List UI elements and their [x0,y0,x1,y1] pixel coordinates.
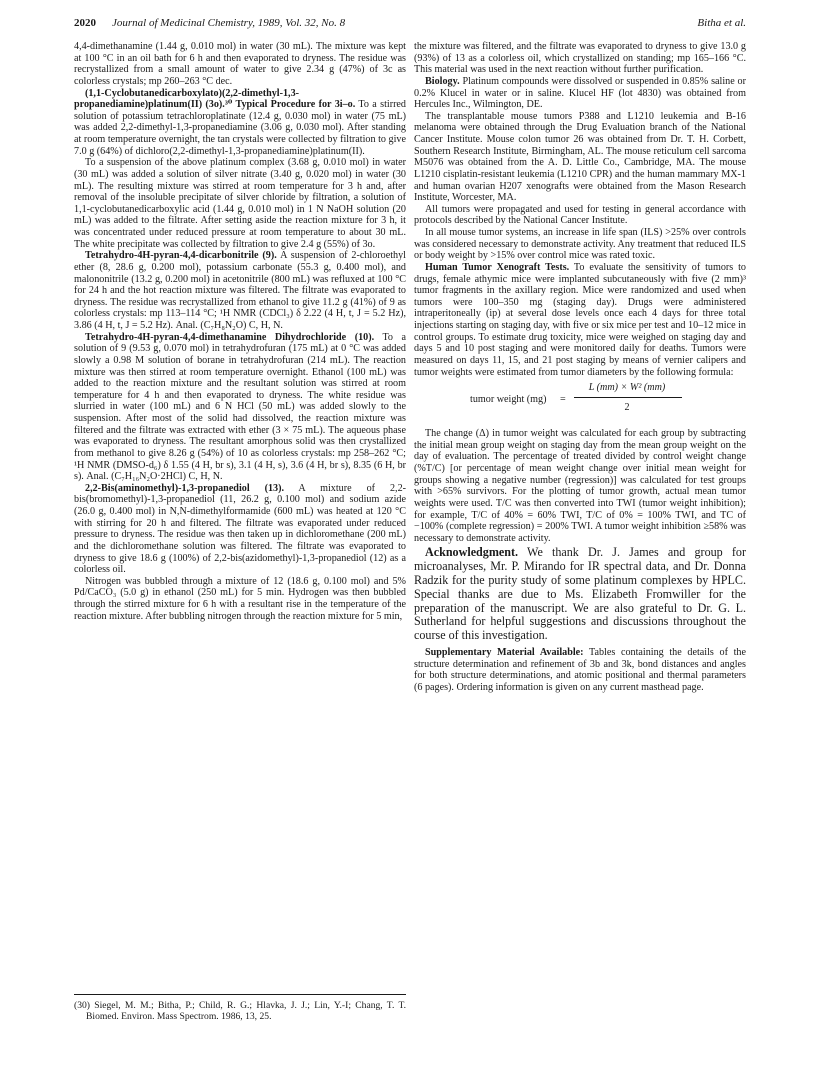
formula-denominator: 2 [624,402,630,414]
paragraph-ils-criteria: In all mouse tumor systems, an increase in life span (ILS) >25% over controls was considered necessary to demonstrate activity. Any treatment that reduced ILS or body weight by >15% over control mice was rated toxic. [414,227,746,262]
heading-compound-10: Tetrahydro-4H-pyran-4,4-dimethanamine Dihydrochloride (10). [85,331,375,343]
paragraph-acknowledgment-body: We thank Dr. J. James and group for microanalyses, Mr. P. Mirando for IR spectral data, and Dr. Donna Radzik for the purity study of some platinum complexes by HPLC. Special thanks are due to Ms. Elizabeth Fromwiller for the preparation of the manuscript. We are also grateful to Dr. G. L. Sutherland for helpful suggestions and discussions throughout the course of this investigation. [414,545,746,643]
heading-compound-13: 2,2-Bis(aminomethyl)-1,3-propanediol (13). [85,482,284,494]
footnote-area [74,1000,406,1022]
heading-3o: (1,1-Cyclobutanedicarboxylato)(2,2-dimethyl-1,3-propanediamine)platinum(II) (3o).³⁰ Typical Procedure for 3i–o. [74,87,356,111]
paragraph-supplementary-body: Tables containing the details of the structure determination and refinement of 3b and 3k, bond distances and angles for both structure determinations, and atomic positional and thermal parameters (6 pages). Ordering information is given on any current masthead page. [414,646,746,693]
paragraph-biology-body: Platinum compounds were dissolved or suspended in 0.85% saline or 0.2% Klucel in water or in saline. Klucel HF (lot 4830) was obtained from Hercules Inc., Wilmington, DE. [414,75,746,111]
paragraph-tumor-sources: The transplantable mouse tumors P388 and L1210 leukemia and B-16 melanoma were obtained through the Drug Evaluation branch of the National Cancer Institute. Mouse colon tumor 26 was obtained from Dr. T. H. Corbett, Southern Research Institute, Birmingham, AL. The mouse reticulum cell sarcoma M5076 was obtained from the A. D. Little Co., Cambridge, MA. The mouse L1210 cisplatin-resistant leukemia (L1210 CPR) and the human mammary MX-1 and human ovarian H207 xenografts were obtained from the Mason Research Institute, Worcester, MA. [414,110,746,204]
paragraph-3o-synthesis [74,88,406,158]
running-authors: Bitha et al. [697,17,746,29]
heading-compound-9: Tetrahydro-4H-pyran-4,4-dicarbonitrile (9). [85,250,277,262]
heading-acknowledgment: Acknowledgment. [425,545,519,560]
paragraph-xenograft-body: To evaluate the sensitivity of tumors to drugs, female athymic mice were implanted subcutaneously with five (2 mm)³ tumor fragments in the axillary region. Mice were randomized and used when tumors were 100–350 mg (staging day). Drugs were administered intraperitoneally (ip) at several dose levels once each 4 days for three total injections starting on staging day, with five or six mice per test and 10–12 mice in control groups. To estimate drug toxicity, mice were weighed on staging day and days 5 and 10 post staging and were monitored daily for deaths. Tumors were measured on days 11, 15, and 21 post staging by means of vernier calipers and tumor weights were estimated from tumor diameters by the following formula: [414,261,746,378]
paragraph-compound-13-body: A mixture of 2,2-bis(bromomethyl)-1,3-propanediol (11, 26.2 g, 0.100 mol) and sodium azide (26.0 g, 0.400 mol) in N,N-dimethylformamide (600 mL) was heated at 120 °C with stirring for 20 h and filtered. The filtrate was evaporated under reduced pressure to dryness. The residue was then taken up in dichloromethane (200 mL) and the dichloromethane solution was filtered. The filtrate was evaporated to dryness to give 18.6 g (100%) of 2,2-bis(azidomethyl)-1,3-propanediol (12) as a colorless oil. [74,482,406,576]
formula-lhs: tumor weight (mg) [470,394,547,406]
formula-fraction-bar [574,397,682,398]
paragraph-compound-9 [74,250,406,331]
right-column [414,41,746,693]
page-number: 2020 [74,17,96,29]
paragraph-3c-continuation: 4,4-dimethanamine (1.44 g, 0.010 mol) in water (30 mL). The mixture was kept at 100 °C in an oil bath for 6 h and then evaporated to dryness. The residue was recrystallized from a small amount of water to give 2.34 g (47%) of 3c as colorless crystals; mp 260–263 °C dec. [74,41,406,87]
paragraph-compound-10-body: To a solution of 9 (9.53 g, 0.070 mol) in tetrahydrofuran (175 mL) at 0 °C was added slowly a 0.98 M solution of borane in tetrahydrofuran (214 mL). The reaction mixture was then stirred at room temperature overnight. Ethanol (100 mL) was added to the reaction mixture and the resultant solution was stirred at room temperature for 4 h and then evaporated to dryness. The white residue was slurried in water (100 mL) and 6 N HCl (50 mL) was added slowly to the suspension. After most of the solid had dissolved, the reaction mixture was filtered and the filtrate was extracted with ether (3 × 75 mL). The aqueous phase was evaporated to dryness. The resultant amorphous solid was then crystallized from methanol to give 8.26 g (54%) of 10 as colorless crystals: mp 258–262 °C; ¹H NMR (DMSO-d₆) δ 1.55 (4 H, br s), 3.1 (4 H, s), 3.6 (4 H, br s), 8.35 (6 H, br s). Anal. (C₇H₁₆N₂O·2HCl) C, H, N. [74,331,406,483]
paragraph-biology [414,76,746,111]
left-column [74,41,406,622]
paragraph-tumor-protocols: All tumors were propagated and used for testing in general accordance with protocols described by the National Cancer Institute. [414,203,746,227]
footnote-divider [74,994,406,995]
paragraph-3o-body: To a stirred solution of potassium tetrachloroplatinate (12.4 g, 0.030 mol) in water (75 mL) was added 2,2-dimethyl-1,3-propanediamine (3.06 g, 0.030 mol). After standing at room temperature overnight, the tan crystals were collected by filtration to give 7.0 g (64%) of dichloro(2,2-dimethyl-1,3-propanediamine)platinum(II). [74,99,406,157]
heading-biology: Biology. [425,75,460,87]
paragraph-compound-10 [74,332,406,483]
formula-numerator: L (mm) × W² (mm) [588,382,666,394]
paragraph-compound-13 [74,483,406,576]
paragraph-3o-step2: To a suspension of the above platinum complex (3.68 g, 0.010 mol) in water (30 mL) was added a solution of silver nitrate (3.40 g, 0.020 mol) in water (30 mL). The resulting mixture was stirred at room temperature for 3 h and, after removal of the insoluble precipitate of silver chloride by filtration, a solution of 1,1-cyclobutanedicarboxylic acid (1.44 g, 0.010 mol) in 1 N NaOH solution (20 mL) was added to the filtrate. After setting aside the reaction mixture for 3 h, it was concentrated under reduced pressure at room temperature to about 30 mL. The white precipitate was collected by filtration to give 2.4 g (55%) of 3o. [74,157,406,250]
running-header [74,17,746,33]
formula-equals: = [560,394,566,406]
paragraph-acknowledgment [414,546,746,643]
paragraph-xenograft-tests [414,262,746,378]
paragraph-supplementary [414,647,746,694]
paragraph-13-continuation: the mixture was filtered, and the filtrate was evaporated to dryness to give 13.0 g (93%) of 13 as a colorless oil, which crystallized on standing; mp 165–166 °C. This material was used in the next reaction without further purification. [414,41,746,76]
journal-citation: Journal of Medicinal Chemistry, 1989, Vol. 32, No. 8 [112,17,346,29]
heading-supplementary: Supplementary Material Available: [425,646,584,658]
paragraph-compound-9-body: A suspension of 2-chloroethyl ether (8, 28.6 g, 0.200 mol), potassium carbonate (55.3 g, 0.400 mol), and malononitrile (13.2 g, 0.200 mol) in acetonitrile (800 mL) was refluxed at 100 °C for 24 h and the hot reaction mixture was filtered. The filtrate was evaporated to dryness. The residue was recrystallized from ethanol to give 11.2 g (41%) of 9 as colorless crystals: mp 113–114 °C; ¹H NMR (CDCl₃) δ 2.22 (4 H, t, J = 5.2 Hz), 3.86 (4 H, t, J = 5.2 Hz). Anal. (C₇H₈N₂O) C, H, N. [74,250,406,331]
paragraph-hydrogenation: Nitrogen was bubbled through a mixture of 12 (18.6 g, 0.100 mol) and 5% Pd/CaCO₃ (5.0 g) in ethanol (250 mL) for 5 min. Hydrogen was then bubbled through the stirred mixture for 6 h with a resultant rise in the temperature of the reaction mixture. After bubbling nitrogen through the reaction mixture for 5 min, [74,575,406,622]
paragraph-tumor-weight-change: The change (Δ) in tumor weight was calculated for each group by subtracting the initial mean group weight on staging day from the mean group weight on the day of evaluation. The percentage of treated divided by control weight change (%T/C) [or percentage of mean weight change over initial mean weight for groups showing a negative number (regression)] was calculated for test groups with >65% survivors. For the plotting of tumor growth, actual mean tumor weights were used. T/C was then converted into TWI (tumor weight inhibition); for example, T/C of 40% = 60% TWI, T/C of 0% = 100% TWI, and TC of −100% (complete regression) = 200% TWI. A tumor weight inhibition ≥58% was necessary to demonstrate activity. [414,428,746,544]
heading-xenograft-tests: Human Tumor Xenograft Tests. [425,261,570,273]
footnote-30: (30) Siegel, M. M.; Bitha, P.; Child, R. G.; Hlavka, J. J.; Lin, Y.-I; Chang, T. T. Biomed. Environ. Mass Spectrom. 1986, 13, 25. [74,1000,406,1022]
tumor-weight-formula [414,382,746,422]
